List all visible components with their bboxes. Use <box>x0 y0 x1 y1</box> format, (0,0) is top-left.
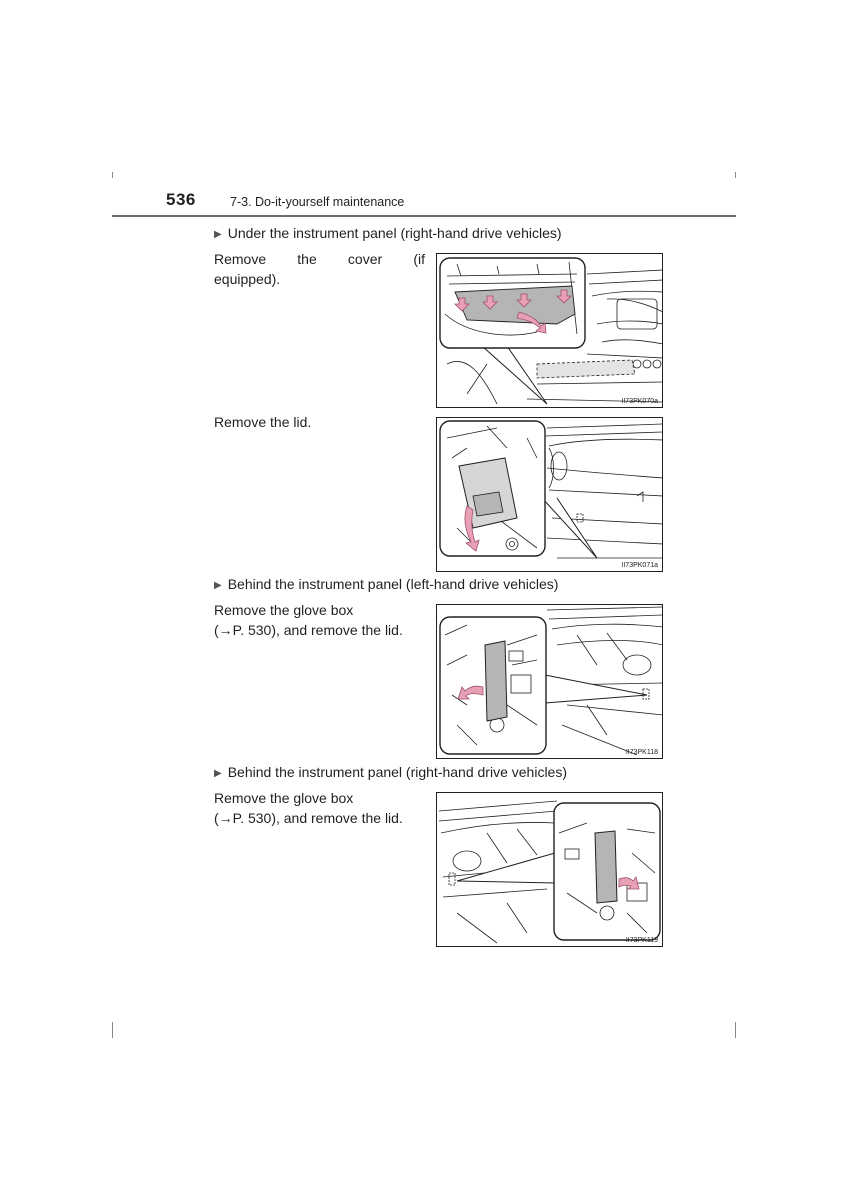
figure-remove-lid <box>436 417 663 572</box>
crop-mark-bottom-left <box>112 1022 113 1038</box>
instruction-remove-cover <box>214 250 425 289</box>
subheading-text: Behind the instrument panel (right-hand drive vehicles) <box>227 764 567 780</box>
subheading-behind-panel-lhd <box>214 576 558 592</box>
fuse-box-lid <box>595 831 617 903</box>
crop-mark-top-right <box>735 172 736 178</box>
instruction-remove-glove-box-rhd <box>214 789 425 828</box>
fuse-box-lid <box>485 641 507 721</box>
instruction-line: (→P. 530), and remove the lid. <box>214 621 403 638</box>
header-rule <box>112 215 736 217</box>
instruction-remove-glove-box-lhd <box>214 601 425 640</box>
figure-code: II73PK119 <box>625 937 658 944</box>
crop-mark-bottom-right <box>735 1022 736 1038</box>
subheading-under-panel-rhd <box>214 225 562 241</box>
bullet-triangle-icon: ▶ <box>214 768 222 779</box>
instruction-remove-lid <box>214 413 425 433</box>
crop-mark-top-left <box>112 172 113 178</box>
bullet-triangle-icon: ▶ <box>214 580 222 591</box>
figure-code: II73PK118 <box>625 749 658 756</box>
glove-box-rhd-illustration <box>437 793 663 947</box>
section-title: 7-3. Do-it-yourself maintenance <box>230 195 405 209</box>
figure-code: II73PK070a <box>621 398 658 405</box>
instruction-line: Remove the glove box <box>214 790 354 806</box>
instruction-line: equipped). <box>214 270 281 287</box>
instruction-line: Remove the glove box <box>214 602 354 618</box>
figure-glove-box-lhd <box>436 604 663 759</box>
instruction-line: Remove the cover (if <box>214 251 425 267</box>
figure-code: II73PK071a <box>621 562 658 569</box>
page-number: 536 <box>166 190 196 209</box>
instruction-line: Remove the lid. <box>214 414 312 430</box>
instruction-line: (→P. 530), and remove the lid. <box>214 809 403 826</box>
lid-illustration <box>437 418 663 572</box>
cover-location-dashed <box>537 360 635 378</box>
bullet-triangle-icon: ▶ <box>214 229 222 240</box>
figure-glove-box-rhd <box>436 792 663 947</box>
figure-remove-cover <box>436 253 663 408</box>
cover-panel <box>455 286 575 324</box>
subheading-text: Behind the instrument panel (left-hand drive vehicles) <box>227 576 559 592</box>
subheading-behind-panel-rhd <box>214 764 567 780</box>
cover-illustration <box>437 254 663 408</box>
glove-box-lhd-illustration <box>437 605 663 759</box>
subheading-text: Under the instrument panel (right-hand drive vehicles) <box>227 225 562 241</box>
